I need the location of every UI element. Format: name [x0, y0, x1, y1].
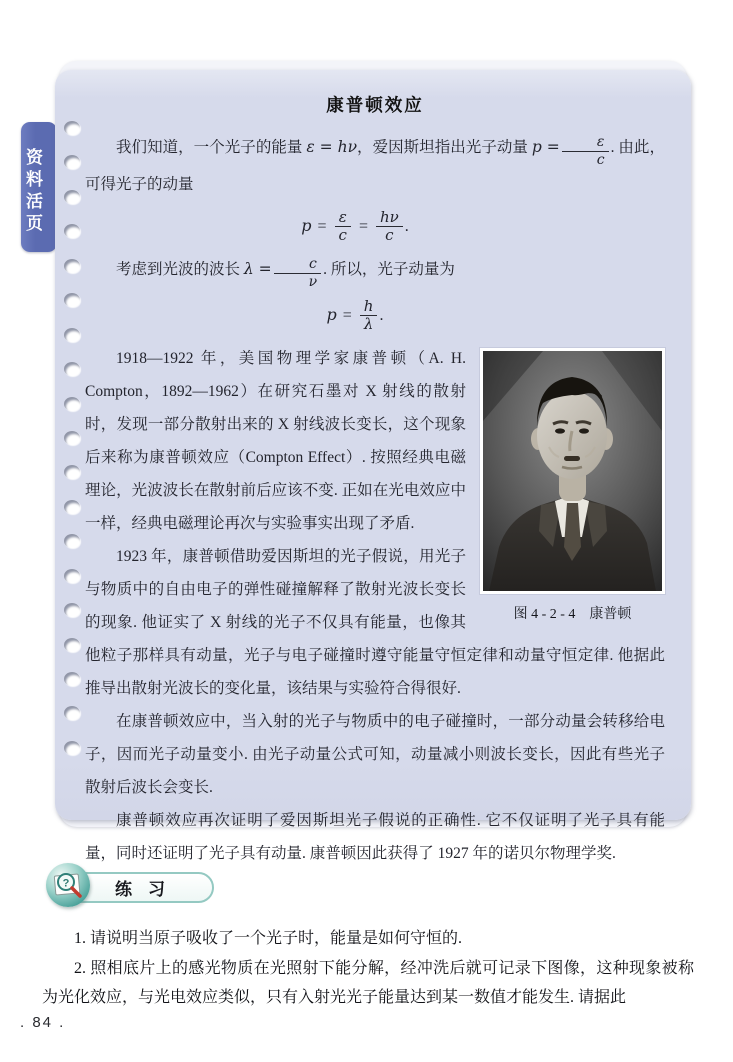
binder-hole	[64, 500, 80, 514]
figure-compton	[480, 348, 665, 623]
fraction	[360, 296, 378, 334]
binder-hole	[64, 293, 80, 307]
fraction-numerator: h	[360, 299, 378, 317]
exercise-label: 练习	[115, 880, 181, 899]
binder-hole	[64, 328, 80, 342]
binder-hole	[64, 397, 80, 411]
fraction-denominator: λ	[363, 315, 374, 334]
page-title: 康普顿效应	[326, 95, 424, 115]
svg-text:?: ?	[62, 877, 70, 890]
binder-hole	[64, 362, 80, 376]
compton-photo	[480, 348, 665, 594]
fraction-denominator: c	[596, 151, 605, 168]
binder-hole	[64, 259, 80, 273]
binder-hole	[64, 603, 80, 617]
exercise-questions	[42, 924, 694, 1013]
loose-leaf-panel	[55, 70, 691, 863]
binder-hole	[64, 465, 80, 479]
paragraph-history: 1918—1922 年，美国物理学家康普顿（A. H. Compton，1892—1962）在研究石墨对 X 射线的散射时，发现一部分散射出来的 X 射线波长变长，这个现象后来称为康普顿效应（Compton Effect）. 按照经典电磁理论，光波波长在散射前后应该不变. 正如在光电效应中一样，经典电磁理论再次与实验事实出现了矛盾.	[85, 350, 466, 533]
binder-hole	[64, 224, 80, 238]
binder-hole	[64, 190, 80, 204]
magnifier-question-icon	[46, 863, 90, 907]
fraction-denominator: c	[385, 226, 394, 245]
binder-hole	[64, 706, 80, 720]
binder-hole	[64, 431, 80, 445]
binder-hole	[64, 121, 80, 135]
binder-hole	[64, 672, 80, 686]
inline-math-photon-momentum: p =	[531, 138, 560, 156]
binder-hole	[64, 569, 80, 583]
fraction	[335, 207, 351, 245]
exercise-question-1: 1. 请说明当原子吸收了一个光子时，能量是如何守恒的.	[74, 930, 463, 947]
fraction	[376, 207, 403, 245]
binder-holes	[64, 121, 81, 755]
fraction-numerator: ε	[335, 210, 351, 228]
paragraph-momentum-transfer: 在康普顿效应中，当入射的光子与物质中的电子碰撞时，一部分动量会转移给电子，因而光子动量变小. 由光子动量公式可知，动量减小则波长变长，因此有些光子散射后波长会变长.	[85, 713, 665, 797]
inline-fraction	[562, 135, 609, 167]
binder-hole	[64, 534, 80, 548]
paragraph-explanation: 1923 年，康普顿借助爱因斯坦的光子假说，用光子与物质中的自由电子的弹性碰撞解释了散射光波长变长的现象. 他证实了 X 射线的光子不仅具有能量，也像其他粒子那样具有动量，光子与电子碰撞时遵守能量守恒定律和动量守恒定律. 他据此推导出散射光波长的变化量，该结果与实验符合得很好.	[85, 548, 665, 698]
binder-hole	[64, 741, 80, 755]
formula-momentum-wavelength: p = $\frac{h}{\lambda}$ .	[326, 296, 384, 334]
exercise-question-2: 2. 照相底片上的感光物质在光照射下能分解，经冲洗后就可记录下图像，这种现象被称为光化效应，与光电效应类似，只有入射光光子能量达到某一数值才能发生. 请据此	[42, 959, 694, 1006]
inline-math-wavelength: λ =	[243, 260, 272, 279]
page-number: . 84 .	[20, 1014, 66, 1031]
inline-math-photon-energy: ε = hν	[306, 138, 357, 156]
compton-portrait-illustration	[483, 351, 662, 591]
figure-caption: 图 4 - 2 - 4 康普顿	[513, 607, 632, 623]
sidebar-tab-label: 资料活页	[23, 148, 42, 236]
inline-fraction	[274, 257, 322, 289]
fraction-numerator: hν	[376, 210, 403, 228]
formula-momentum-full: p = $\frac{\varepsilon}{c}$ = $\frac{h\nu}{c}$ .	[301, 207, 409, 245]
paragraph-intro: 我们知道，一个光子的能量 ε = hν，爱因斯坦指出光子动量 p = $\frac{\varepsilon}{c}$ . 由此，可得光子的动量	[85, 134, 665, 193]
binder-hole	[64, 638, 80, 652]
paragraph-wavelength: 考虑到光波的波长 λ = $\frac{c}{\nu}$ . 所以，光子动量为	[116, 256, 455, 290]
binder-hole	[64, 155, 80, 169]
panel-body	[85, 92, 665, 870]
paragraph-conclusion: 康普顿效应再次证明了爱因斯坦光子假说的正确性. 它不仅证明了光子具有能量，同时还证明了光子具有动量. 康普顿因此获得了 1927 年的诺贝尔物理学奖.	[85, 812, 665, 863]
fraction-denominator: ν	[308, 273, 318, 290]
fraction-denominator: c	[338, 226, 347, 245]
fraction-numerator: ε	[562, 135, 609, 152]
fraction-numerator: c	[274, 257, 322, 274]
